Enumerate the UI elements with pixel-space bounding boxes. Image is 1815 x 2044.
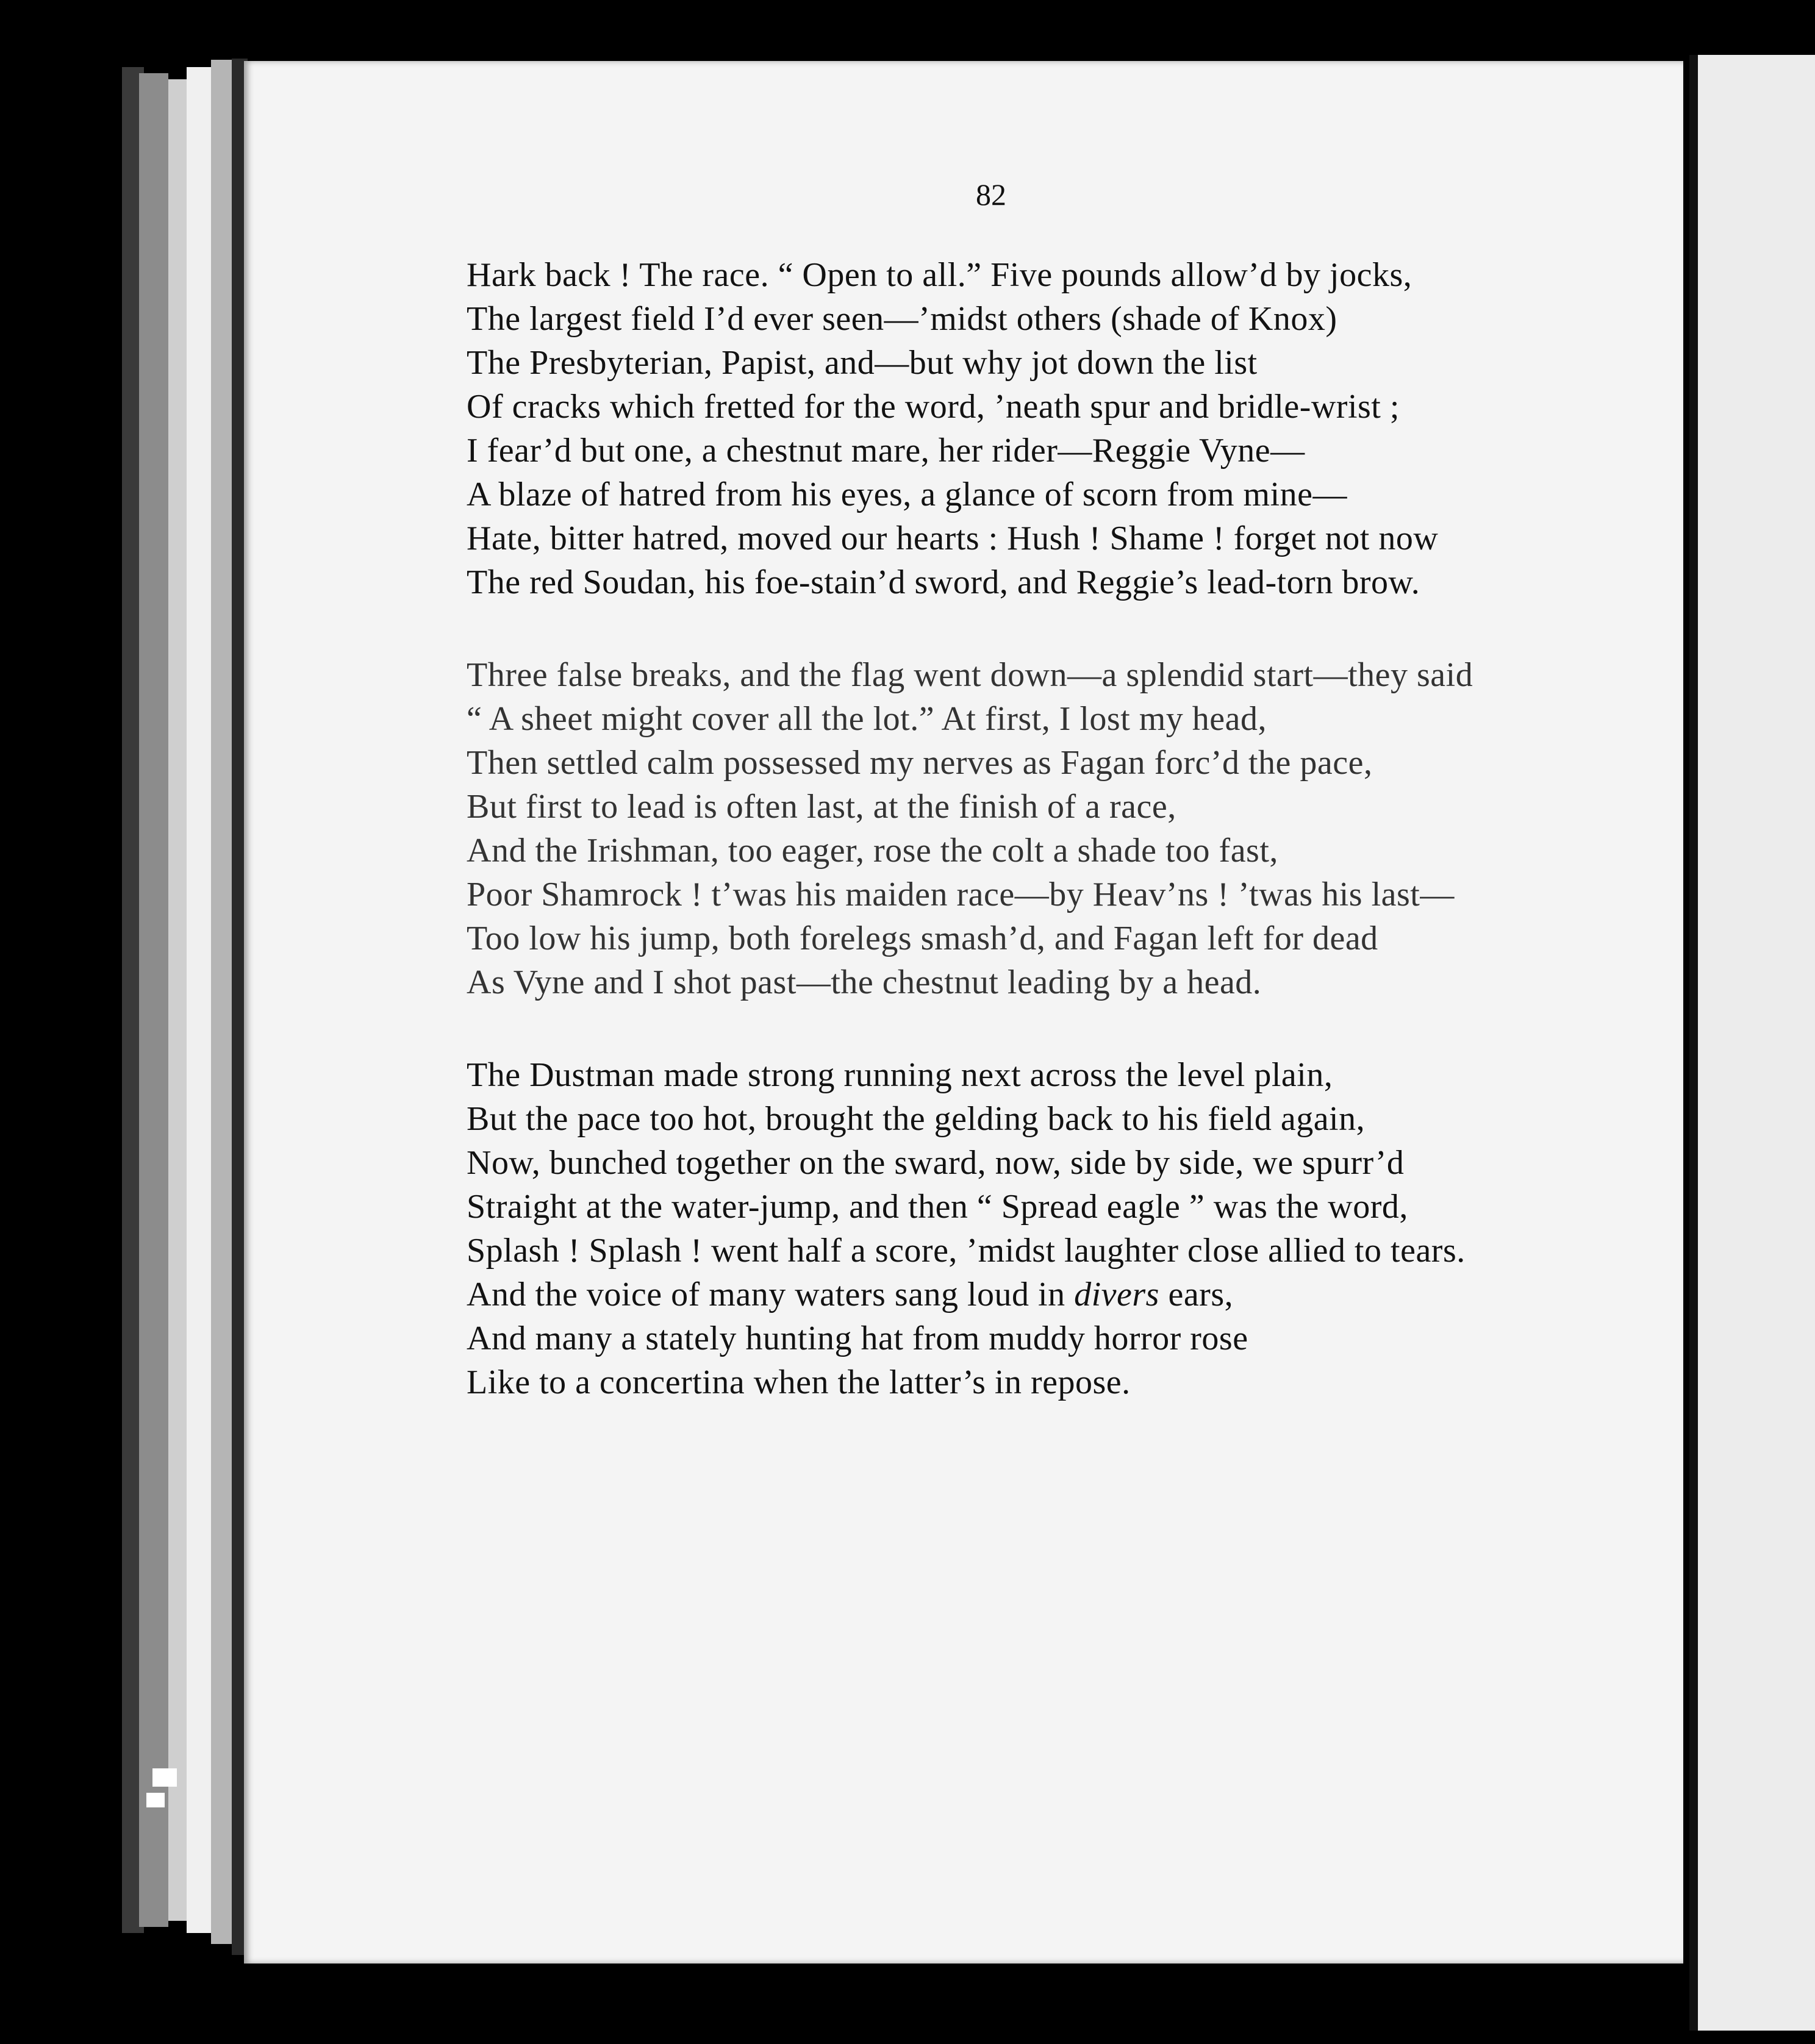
next-page-edge [1689,55,1815,2031]
verse-line: Then settled calm possessed my nerves as Fagan forc’d the pace, [467,744,1373,782]
verse-line: And many a stately hunting hat from muddy horror rose [467,1320,1248,1357]
verse-line [467,1273,1552,1317]
poem-body [467,253,1552,1404]
verse-line: Three false breaks, and the flag went down—a splendid start—they said [467,656,1473,694]
verse-line: The Dustman made strong running next across the level plain, [467,1056,1333,1094]
verse-line: I fear’d but one, a chestnut mare, her rider—Reggie Vyne— [467,432,1305,470]
verse-line: Straight at the water-jump, and then “ Spread eagle ” was the word, [467,1188,1408,1226]
verse-line: But first to lead is often last, at the finish of a race, [467,788,1176,826]
book-edge [211,60,232,1944]
verse-line: Hate, bitter hatred, moved our hearts : Hush ! Shame ! forget not now [467,520,1439,557]
scan-speck [146,1793,165,1807]
scan-speck [152,1768,177,1787]
verse-line: Poor Shamrock ! t’was his maiden race—by Heav’ns ! ’twas his last— [467,876,1455,913]
italic-word: divers [1074,1276,1159,1313]
verse-line: A blaze of hatred from his eyes, a glance of scorn from mine— [467,476,1348,513]
book-edge [139,73,168,1927]
stanza-2 [467,653,1552,1004]
verse-line: “ A sheet might cover all the lot.” At first, I lost my head, [467,700,1267,738]
verse-line: Like to a concertina when the latter’s in repose. [467,1363,1131,1401]
verse-line: The red Soudan, his foe-stain’d sword, and Reggie’s lead-torn brow. [467,563,1420,601]
stanza-3 [467,1053,1552,1404]
page-number: 82 [976,177,1006,212]
verse-line: Now, bunched together on the sward, now, side by side, we spurr’d [467,1144,1405,1182]
book-edge [187,67,211,1933]
verse-line: As Vyne and I shot past—the chestnut leading by a head. [467,963,1262,1001]
verse-text: And the voice of many waters sang loud in [467,1276,1075,1313]
stanza-1 [467,253,1552,604]
verse-line: Of cracks which fretted for the word, ’neath spur and bridle-wrist ; [467,388,1400,426]
book-edge [168,79,187,1921]
verse-line: Too low his jump, both forelegs smash’d, and Fagan left for dead [467,920,1378,957]
verse-line: Splash ! Splash ! went half a score, ’midst laughter close allied to tears. [467,1232,1466,1270]
verse-line: And the Irishman, too eager, rose the colt a shade too fast, [467,832,1278,870]
verse-line: The Presbyterian, Papist, and—but why jot down the list [467,344,1258,382]
verse-line: Hark back ! The race. “ Open to all.” Five pounds allow’d by jocks, [467,256,1412,294]
verse-text: ears, [1159,1276,1234,1313]
verse-line: But the pace too hot, brought the gelding back to his field again, [467,1100,1366,1138]
verse-line: The largest field I’d ever seen—’midst others (shade of Knox) [467,300,1337,338]
